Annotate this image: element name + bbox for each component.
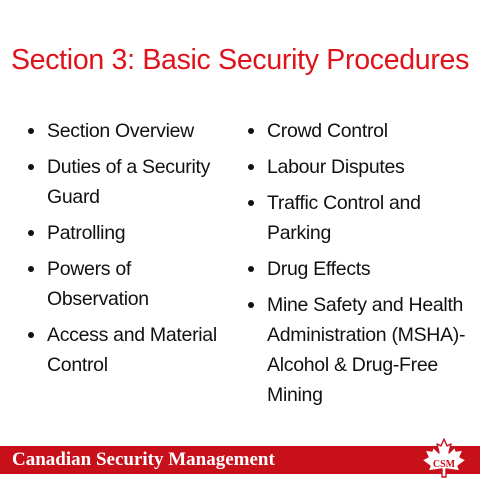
bullet-dot (248, 266, 254, 272)
logo-text: CSM (432, 459, 456, 470)
bullet-item (246, 152, 472, 182)
bullet-text: Labour Disputes (267, 156, 405, 178)
bullet-dot (28, 128, 34, 134)
bullet-list-right (246, 116, 472, 416)
bullet-dot (248, 200, 254, 206)
bullet-item (246, 290, 472, 410)
bullet-item (246, 254, 472, 284)
bullet-dot (248, 128, 254, 134)
bullet-text: Duties of a Security Guard (47, 156, 211, 208)
footer (0, 438, 480, 480)
bullet-text: Traffic Control and Parking (267, 192, 421, 244)
bullet-text: Section Overview (47, 120, 194, 142)
bullet-item (246, 188, 472, 248)
bullet-list-left (26, 116, 236, 386)
bullet-item (246, 116, 472, 146)
bullet-dot (28, 332, 34, 338)
bullet-text: Access and Material Control (47, 324, 217, 376)
bullet-dot (28, 164, 34, 170)
bullet-text: Patrolling (47, 222, 126, 244)
bullet-dot (28, 266, 34, 272)
bullet-item (26, 152, 236, 212)
bullet-item (26, 254, 236, 314)
bullet-item (26, 116, 236, 146)
maple-leaf-shape (422, 439, 466, 477)
bullet-dot (248, 164, 254, 170)
footer-brand: Canadian Security Management (12, 449, 275, 470)
slide-title: Section 3: Basic Security Procedures (10, 44, 470, 76)
bullet-text: Drug Effects (267, 258, 371, 280)
bullet-dot (248, 302, 254, 308)
bullet-dot (28, 230, 34, 236)
bullet-text: Crowd Control (267, 120, 388, 142)
maple-leaf-icon (418, 438, 470, 478)
bullet-item (26, 218, 236, 248)
bullet-text: Mine Safety and Health Administration (MSHA)-Alcohol & Drug-Free Mining (267, 294, 466, 406)
bullet-text: Powers of Observation (47, 258, 149, 310)
bullet-item (26, 320, 236, 380)
